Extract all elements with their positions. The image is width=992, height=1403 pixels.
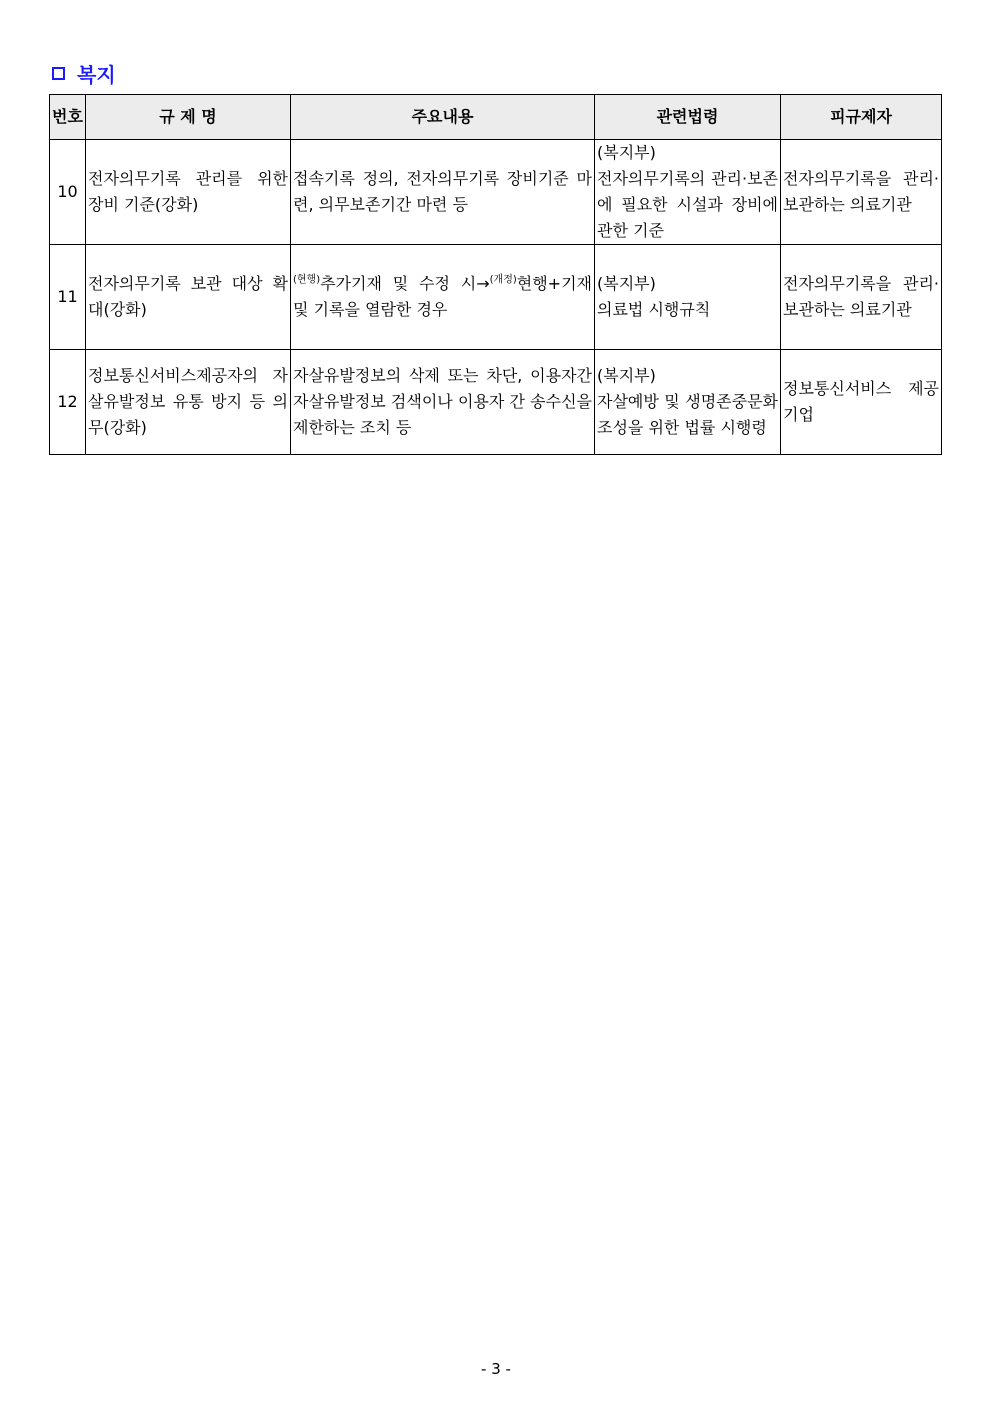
related-law-text: 전자의무기록의 관리·보존에 필요한 시설과 장비에 관한 기준 — [597, 169, 778, 240]
row-number: 12 — [50, 350, 86, 455]
regulated-party-cell: 전자의무기록을 관리·보관하는 의료기관 — [781, 245, 942, 350]
row-number: 10 — [50, 140, 86, 245]
related-law-ministry: (복지부) — [597, 274, 656, 293]
header-number: 번호 — [50, 95, 86, 140]
related-law-cell — [595, 140, 781, 245]
square-bullet-icon — [52, 67, 65, 80]
regulated-party-cell: 전자의무기록을 관리·보관하는 의료기관 — [781, 140, 942, 245]
regulation-table — [49, 94, 942, 455]
table-header-row — [50, 95, 942, 140]
page-number: - 3 - — [481, 1360, 511, 1378]
main-content-part1: 추가기재 및 수정 시→ — [320, 274, 490, 293]
section-title: 복지 — [77, 62, 116, 87]
header-regulated-party: 피규제자 — [781, 95, 942, 140]
table-row — [50, 140, 942, 245]
regulation-name-cell: 전자의무기록 보관 대상 확대(강화) — [86, 245, 291, 350]
main-content-cell: 접속기록 정의, 전자의무기록 장비기준 마련, 의무보존기간 마련 등 — [291, 140, 595, 245]
regulation-name-cell: 전자의무기록 관리를 위한 장비 기준(강화) — [86, 140, 291, 245]
main-content-cell — [291, 245, 595, 350]
row-number: 11 — [50, 245, 86, 350]
current-marker: (현행) — [293, 274, 321, 286]
header-regulation-name: 규 제 명 — [86, 95, 291, 140]
related-law-ministry: (복지부) — [597, 143, 656, 162]
regulation-name-cell: 정보통신서비스제공자의 자살유발정보 유통 방지 등 의무(강화) — [86, 350, 291, 455]
related-law-text: 의료법 시행규칙 — [597, 300, 711, 319]
related-law-cell — [595, 245, 781, 350]
section-heading — [52, 58, 116, 88]
header-related-law: 관련법령 — [595, 95, 781, 140]
related-law-cell — [595, 350, 781, 455]
main-content-part2: 현행+기재 및 기록을 열람한 경우 — [293, 274, 592, 319]
revised-marker: (개정) — [489, 274, 517, 286]
table-row — [50, 245, 942, 350]
regulated-party-cell: 정보통신서비스 제공기업 — [781, 350, 942, 455]
main-content-cell: 자살유발정보의 삭제 또는 차단, 이용자간 자살유발정보 검색이나 이용자 간 송수신을 제한하는 조치 등 — [291, 350, 595, 455]
table-row — [50, 350, 942, 455]
related-law-text: 자살예방 및 생명존중문화 조성을 위한 법률 시행령 — [597, 392, 778, 437]
header-main-content: 주요내용 — [291, 95, 595, 140]
related-law-ministry: (복지부) — [597, 366, 656, 385]
